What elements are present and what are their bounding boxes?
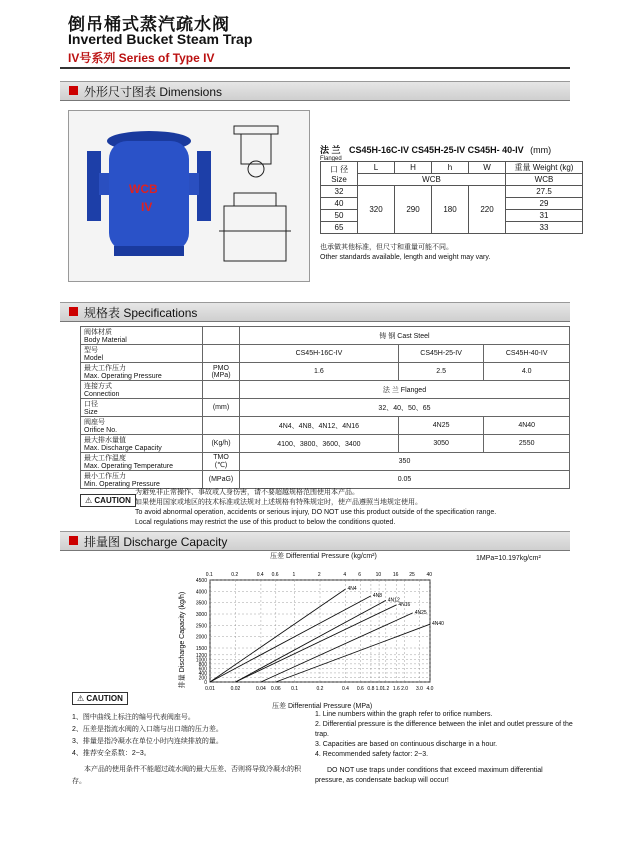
- spec-symbol: [203, 417, 240, 435]
- spec-value: 3050: [398, 435, 484, 453]
- x-bottom-tick-label: 0.01: [205, 686, 215, 692]
- spec-label-en: Size: [84, 409, 98, 416]
- W-value: 220: [469, 186, 506, 234]
- x-bottom-tick-label: 4.0: [426, 686, 434, 692]
- caution-en-2: Local regulations may restrict the use of this product to below the conditions quoted.: [135, 519, 396, 526]
- note-cn-4: 4、推荐安全系数：2~3。: [72, 750, 151, 757]
- dimensions-note: [320, 243, 490, 263]
- caution-cn-1: 为避免非正常操作、事故或人身伤害，请不要超越规格范围使用本产品。: [135, 489, 359, 496]
- spec-label: [81, 327, 203, 345]
- weight-cell: 29: [506, 198, 583, 210]
- col-W: W: [469, 162, 506, 174]
- x-bottom-tick-label: 0.8: [367, 686, 375, 692]
- spec-label: [81, 345, 203, 363]
- note-en-1: 1. Line numbers within the graph refer to orifice numbers.: [315, 711, 493, 718]
- valve-photo-illustration: [69, 111, 309, 281]
- spec-symbol: [203, 327, 240, 345]
- spec-label-cn: 最大工作温度: [84, 455, 126, 462]
- caution-label: CAUTION: [86, 694, 123, 703]
- series-line: [235, 605, 396, 682]
- conversion-note: 1MPa=10.197kg/cm²: [476, 555, 541, 562]
- col-weight: 重量 Weight (kg): [506, 162, 583, 174]
- x-top-tick-label: 0.4: [256, 572, 264, 578]
- caution-badge: ⚠ CAUTION: [72, 692, 128, 705]
- y-tick-label: 4500: [195, 578, 207, 584]
- spec-symbol: (MPaG): [203, 471, 240, 489]
- top-axis-label: 压差 Differential Pressure (kg/cm²): [270, 553, 377, 560]
- spec-value: 4N25: [398, 417, 484, 435]
- spec-value: CS45H-16C-IV: [240, 345, 399, 363]
- y-tick-label: 400: [198, 670, 207, 677]
- spec-label: [81, 381, 203, 399]
- spec-row: [81, 363, 570, 381]
- x-top-tick-label: 16: [392, 572, 399, 578]
- spec-caution: [80, 490, 136, 508]
- flange-label: 法 兰: [320, 145, 341, 155]
- spec-label: [81, 363, 203, 381]
- section-title: 规格表 Specifications: [84, 306, 198, 320]
- x-bottom-tick-label: 2.0: [401, 686, 409, 692]
- x-bottom-tick-label: 0.02: [230, 686, 241, 692]
- spec-label-cn: 口径: [84, 401, 98, 408]
- bottom-axis-label: 压差 Differential Pressure (MPa): [272, 703, 373, 710]
- product-photo: [68, 110, 310, 282]
- specifications-table: [80, 326, 570, 489]
- plot-frame: [210, 580, 430, 682]
- note-en: Other standards available, length and weight may vary.: [320, 254, 491, 261]
- material-cell: WCB: [358, 174, 506, 186]
- x-top-tick-label: 0.2: [231, 572, 239, 578]
- col-h: h: [432, 162, 469, 174]
- note-cn-3: 3、排量是指冷凝水在单位小时内连续排放的量。: [72, 738, 223, 745]
- spec-label-cn: 阀体材质: [84, 329, 112, 336]
- col-size-cn: 口 径: [329, 164, 349, 174]
- spec-value: CS45H-40-IV: [484, 345, 570, 363]
- spec-value: 法 兰 Flanged: [240, 381, 570, 399]
- spec-symbol: [203, 345, 240, 363]
- col-H: H: [395, 162, 432, 174]
- y-tick-label: 2500: [195, 623, 207, 630]
- y-tick-label: 1500: [195, 646, 207, 652]
- note-en-4: 4. Recommended safety factor: 2~3.: [315, 751, 429, 758]
- caution-badge: ⚠ CAUTION: [80, 494, 136, 507]
- x-top-tick-label: 4: [343, 572, 347, 578]
- series-label: 4N25: [414, 609, 427, 616]
- notes-cn: [72, 712, 302, 788]
- note-cn-1: 1、图中曲线上标注的编号代表阀座号。: [72, 714, 195, 721]
- title-cn: 倒吊桶式蒸汽疏水阀: [68, 15, 230, 34]
- size-cell: 50: [321, 210, 358, 222]
- spec-label-en: Body Material: [84, 337, 127, 344]
- x-bottom-tick-label: 1.0: [375, 686, 383, 692]
- spec-value: 铸 钢 Cast Steel: [240, 327, 570, 345]
- header-rule: [60, 67, 570, 69]
- section-title: 排量图 Discharge Capacity: [84, 535, 228, 549]
- x-bottom-tick-label: 0.4: [341, 686, 349, 692]
- weight-cell: 33: [506, 222, 583, 234]
- spec-label-cn: 阀座号: [84, 419, 105, 426]
- spec-row: [81, 471, 570, 489]
- y-axis-label: 排量 Discharge Capacity (kg/h): [179, 591, 186, 689]
- y-tick-label: 0: [204, 680, 207, 686]
- material-cell-weight: WCB: [506, 174, 583, 186]
- x-top-tick-label: 25: [409, 572, 415, 578]
- series-line: [261, 613, 413, 682]
- x-bottom-tick-label: 0.04: [256, 686, 266, 692]
- x-top-tick-label: 0.1: [205, 572, 213, 578]
- spec-value: 4N40: [484, 417, 570, 435]
- y-tick-label: 1200: [195, 652, 207, 659]
- spec-row: [81, 399, 570, 417]
- section-marker-icon: [69, 86, 78, 95]
- note-cn-2: 2、压差是指流水阀的入口端与出口端的压力差。: [72, 726, 223, 733]
- series-label: 4N4: [347, 586, 357, 593]
- series-line: [210, 596, 371, 682]
- spec-symbol: PMO (MPa): [203, 363, 240, 381]
- spec-value: 4.0: [484, 363, 570, 381]
- series-label: 4N8: [372, 592, 383, 599]
- x-top-tick-label: 1: [292, 572, 296, 578]
- spec-value: 350: [240, 453, 570, 471]
- x-top-tick-label: 40: [426, 572, 433, 578]
- spec-row: [81, 417, 570, 435]
- size-cell: 32: [321, 186, 358, 198]
- x-bottom-tick-label: 1.6: [392, 686, 400, 692]
- spec-label-cn: 最大排水量值: [84, 437, 126, 444]
- spec-value: 32、40、50、65: [240, 399, 570, 417]
- spec-label-cn: 连接方式: [84, 383, 112, 390]
- spec-label-en: Max. Operating Temperature: [84, 463, 173, 470]
- spec-label-en: Max. Discharge Capacity: [84, 445, 162, 452]
- L-value: 320: [358, 186, 395, 234]
- section-title: 外形尺寸图表 Dimensions: [84, 85, 223, 99]
- photo-mark-iv: IV: [141, 200, 153, 214]
- weight-cell: 31: [506, 210, 583, 222]
- title-en: Inverted Bucket Steam Trap: [68, 31, 253, 47]
- weight-cell: 27.5: [506, 186, 583, 198]
- spec-label: [81, 471, 203, 489]
- spec-row: [81, 327, 570, 345]
- spec-label-en: Model: [84, 355, 104, 362]
- note-cn: 也承做其他标准，但尺寸和重量可能不同。: [320, 244, 453, 251]
- discharge-caution: [72, 688, 128, 706]
- spec-label: [81, 435, 203, 453]
- unit-label: (mm): [530, 145, 552, 155]
- spec-label-en: Orifice No.: [84, 427, 118, 434]
- notes-en: [315, 710, 573, 786]
- x-bottom-tick-label: 3.0: [415, 686, 423, 692]
- spec-value: 4N4、4N8、4N12、4N16: [240, 417, 399, 435]
- x-top-tick-label: 0.6: [271, 572, 279, 578]
- spec-row: [81, 453, 570, 471]
- series-title: IV号系列 Series of Type IV: [68, 51, 215, 65]
- H-value: 290: [395, 186, 432, 234]
- h-value: 180: [432, 186, 469, 234]
- y-tick-label: 4000: [195, 589, 207, 596]
- flange-header: [320, 143, 551, 162]
- caution-en-1: To avoid abnormal operation, accidents or serious injury, DO NOT use this product outside of the specification range.: [135, 509, 497, 516]
- discharge-chart: [160, 560, 460, 700]
- section-marker-icon: [69, 536, 78, 545]
- y-tick-label: 3500: [195, 600, 207, 607]
- y-tick-label: 3000: [195, 612, 207, 618]
- spec-value: 0.05: [240, 471, 570, 489]
- section-discharge: [60, 531, 570, 551]
- note-en-3: 3. Capacities are based on continuous discharge in a hour.: [315, 741, 498, 748]
- flanged-en: Flanged: [320, 156, 342, 162]
- series-label: 4N12: [387, 597, 400, 604]
- x-bottom-tick-label: 0.2: [316, 686, 324, 692]
- note-en-2: 2. Differential pressure is the difference between the inlet and outlet pressure of the trap.: [315, 721, 573, 738]
- y-tick-label: 2000: [195, 634, 207, 641]
- col-L: L: [358, 162, 395, 174]
- spec-symbol: (mm): [203, 399, 240, 417]
- spec-value: 2.5: [398, 363, 484, 381]
- x-bottom-tick-label: 0.1: [291, 686, 299, 692]
- dimensions-table: [320, 161, 583, 234]
- caution-label: CAUTION: [94, 496, 131, 505]
- spec-value: CS45H-25-IV: [398, 345, 484, 363]
- col-size-en: Size: [331, 174, 347, 184]
- y-tick-label: 600: [198, 666, 207, 673]
- caution-cn-2: 如果使用国家或地区的技术标准或法规对上述规格有特殊规定时，使产品遵照当地规定使用。: [135, 499, 422, 506]
- spec-row: [81, 345, 570, 363]
- spec-label: [81, 417, 203, 435]
- spec-label-cn: 最小工作压力: [84, 473, 126, 480]
- series-line: [276, 624, 430, 682]
- spec-label: [81, 399, 203, 417]
- spec-row: [81, 435, 570, 453]
- spec-label: [81, 453, 203, 471]
- spec-symbol: (Kg/h): [203, 435, 240, 453]
- x-top-tick-label: 10: [375, 572, 382, 578]
- series-label: 4N16: [398, 601, 411, 608]
- spec-label-en: Min. Operating Pressure: [84, 481, 160, 488]
- final-cn: 本产品的使用条件不能超过疏水阀的最大压差、否则将导致冷凝水的积存。: [72, 766, 301, 785]
- x-top-tick-label: 6: [358, 572, 362, 578]
- y-tick-label: 1000: [195, 657, 207, 664]
- spec-caution-text: [135, 488, 570, 528]
- x-bottom-tick-label: 0.6: [356, 686, 364, 692]
- section-specifications: [60, 302, 570, 322]
- spec-value: 2550: [484, 435, 570, 453]
- photo-mark-wcb: WCB: [129, 182, 158, 196]
- spec-row: [81, 381, 570, 399]
- series-line: [210, 589, 345, 682]
- spec-label-en: Connection: [84, 391, 120, 398]
- x-top-tick-label: 2: [317, 572, 321, 578]
- spec-label-cn: 型号: [84, 347, 98, 354]
- y-tick-label: 800: [198, 661, 207, 668]
- x-bottom-tick-label: 0.06: [270, 686, 281, 692]
- spec-symbol: TMO (℃): [203, 453, 240, 471]
- size-cell: 40: [321, 198, 358, 210]
- section-marker-icon: [69, 307, 78, 316]
- size-cell: 65: [321, 222, 358, 234]
- x-bottom-tick-label: 1.2: [382, 686, 390, 692]
- spec-symbol: [203, 381, 240, 399]
- models-list: CS45H-16C-IV CS45H-25-IV CS45H- 40-IV: [349, 145, 524, 155]
- spec-label-cn: 最大工作压力: [84, 365, 126, 372]
- spec-value: 4100、3800、3600、3400: [240, 435, 399, 453]
- spec-value: 1.6: [240, 363, 399, 381]
- section-dimensions: [60, 81, 570, 101]
- spec-label-en: Max. Operating Pressure: [84, 373, 162, 380]
- series-label: 4N40: [432, 621, 444, 628]
- y-tick-label: 200: [198, 675, 207, 682]
- final-en: DO NOT use traps under conditions that exceed maximum differential pressure, as condensate backup will occur!: [315, 767, 543, 784]
